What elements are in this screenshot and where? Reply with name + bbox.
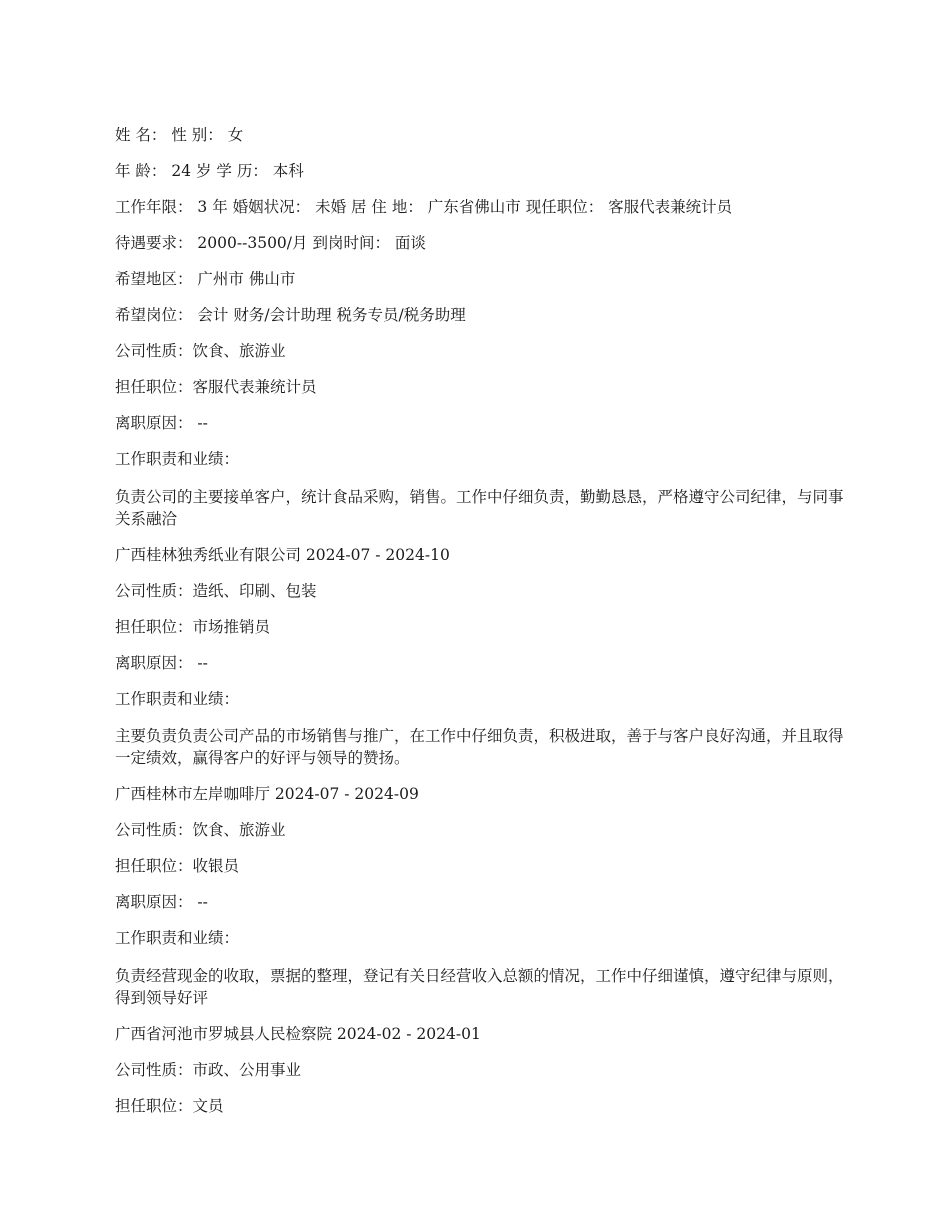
job-duties-text: 负责经营现金的收取，票据的整理，登记有关日经营收入总额的情况，工作中仔细谨慎，遵守纪律与原则，得到领导好评 [115,966,844,1007]
job-position: 担任职位：市场推销员 [115,617,271,636]
job-duties-label: 工作职责和业绩： [115,689,240,708]
desired-position-line: 希望岗位： 会计 财务/会计助理 税务专员/税务助理 [115,306,466,324]
job-company-nature: 公司性质：饮食、旅游业 [115,342,286,360]
job-position: 担任职位：客服代表兼统计员 [115,378,317,396]
job-position: 担任职位：收银员 [115,857,240,875]
job-duties-label: 工作职责和业绩： [115,929,240,947]
job-duties-label: 工作职责和业绩： [115,450,240,468]
job-duties-text: 主要负责负责公司产品的市场销售与推广，在工作中仔细负责，积极进取，善于与客户良好沟通，并且取得一定绩效，赢得客户的好评与领导的赞扬。 [115,727,844,767]
job-duties-text: 负责公司的主要接单客户，统计食品采购，销售。工作中仔细负责，勤勤恳恳，严格遵守公司纪律，与同事关系融洽 [115,487,844,528]
job-leave-reason: 离职原因： -- [115,414,208,432]
job-leave-reason: 离职原因： -- [115,893,208,911]
job-header: 广西省河池市罗城县人民检察院 2024-02 - 2024-01 [115,1024,481,1043]
job-position: 担任职位：文员 [115,1096,224,1115]
resume-page [115,124,845,1131]
experience-marital-line: 工作年限： 3 年 婚姻状况： 未婚 居 住 地： 广东省佛山市 现任职位： 客服代表兼统计员 [115,198,733,216]
job-header: 广西桂林市左岸咖啡厅 2024-07 - 2024-09 [115,785,419,803]
job-company-nature: 公司性质：市政、公用事业 [115,1060,302,1079]
name-gender-line: 姓 名： 性 别： 女 [115,126,244,144]
job-leave-reason: 离职原因： -- [115,653,208,672]
job-company-nature: 公司性质：饮食、旅游业 [115,821,286,839]
job-header: 广西桂林独秀纸业有限公司 2024-07 - 2024-10 [115,545,450,564]
age-education-line: 年 龄： 24 岁 学 历： 本科 [115,162,304,180]
salary-availability-line: 待遇要求： 2000--3500/月 到岗时间： 面谈 [115,234,426,252]
job-company-nature: 公司性质：造纸、印刷、包装 [115,581,317,600]
desired-region-line: 希望地区： 广州市 佛山市 [115,270,296,288]
